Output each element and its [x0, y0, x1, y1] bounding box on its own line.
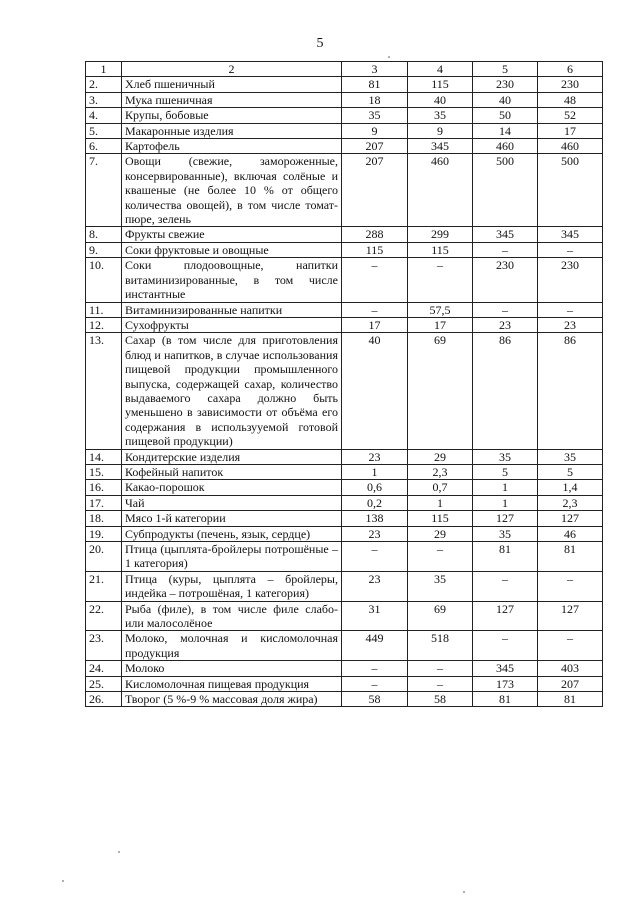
product-name: Птица (куры, цыплята – бройлеры, индейка – потрошёная, 1 категория)	[122, 571, 342, 601]
row-number: 26.	[86, 692, 122, 707]
row-number: 6.	[86, 139, 122, 154]
column-header: 5	[473, 62, 538, 77]
table-row	[86, 333, 603, 449]
norm-value: 40	[342, 333, 408, 449]
row-number: 10.	[86, 258, 122, 302]
product-name: Хлеб пшеничный	[122, 77, 342, 92]
row-number: 21.	[86, 571, 122, 601]
norm-value: –	[342, 542, 408, 572]
norm-value: 500	[538, 154, 603, 227]
column-header: 4	[408, 62, 473, 77]
product-name: Картофель	[122, 139, 342, 154]
norm-value: 18	[342, 92, 408, 107]
norm-value: 403	[538, 661, 603, 676]
row-number: 20.	[86, 542, 122, 572]
norm-value: 58	[342, 692, 408, 707]
norm-value: –	[408, 258, 473, 302]
norm-value: –	[342, 302, 408, 317]
norm-value: 23	[342, 526, 408, 541]
norm-value: 35	[342, 108, 408, 123]
norm-value: 81	[473, 542, 538, 572]
norm-value: 2,3	[538, 495, 603, 510]
table-row	[86, 571, 603, 601]
row-number: 3.	[86, 92, 122, 107]
norm-value: –	[342, 258, 408, 302]
row-number: 15.	[86, 464, 122, 479]
product-name: Сахар (в том числе для приготовления блюд и напитков, в случае использования пищевой продукции промышленного выпуска, содержащей сахар, количество выдаваемого сахара должно быть уменьшено в зависимости от объёма его содержания в использууемой готовой пищевой продукции)	[122, 333, 342, 449]
norm-value: 115	[408, 77, 473, 92]
norm-value: –	[473, 242, 538, 257]
norm-value: 127	[538, 601, 603, 631]
norm-value: 57,5	[408, 302, 473, 317]
row-number: 4.	[86, 108, 122, 123]
norm-value: 5	[473, 464, 538, 479]
row-number: 12.	[86, 317, 122, 332]
norm-value: 127	[473, 601, 538, 631]
norm-value: 81	[538, 692, 603, 707]
norm-value: 345	[473, 661, 538, 676]
norm-value: 29	[408, 526, 473, 541]
norm-value: 40	[408, 92, 473, 107]
product-name: Макаронные изделия	[122, 123, 342, 138]
norm-value: 207	[342, 139, 408, 154]
norm-value: 17	[408, 317, 473, 332]
norm-value: 48	[538, 92, 603, 107]
table-row	[86, 154, 603, 227]
norm-value: 29	[408, 449, 473, 464]
table-row	[86, 242, 603, 257]
norm-value: 115	[408, 242, 473, 257]
product-name: Кисломолочная пищевая продукция	[122, 676, 342, 691]
table-row	[86, 317, 603, 332]
table-row	[86, 601, 603, 631]
norm-value: –	[408, 542, 473, 572]
norm-value: 207	[538, 676, 603, 691]
table-row	[86, 108, 603, 123]
row-number: 19.	[86, 526, 122, 541]
product-name: Соки плодоовощные, напитки витаминизированные, в том числе инстантные	[122, 258, 342, 302]
table-row	[86, 227, 603, 242]
norm-value: 52	[538, 108, 603, 123]
row-number: 25.	[86, 676, 122, 691]
table-row	[86, 77, 603, 92]
norm-value: 9	[408, 123, 473, 138]
norm-value: 127	[538, 511, 603, 526]
table-row	[86, 495, 603, 510]
norm-value: 86	[538, 333, 603, 449]
row-number: 18.	[86, 511, 122, 526]
row-number: 17.	[86, 495, 122, 510]
table-row	[86, 302, 603, 317]
table-row	[86, 258, 603, 302]
norm-value: 518	[408, 631, 473, 661]
table-row	[86, 92, 603, 107]
row-number: 9.	[86, 242, 122, 257]
norm-value: 460	[408, 154, 473, 227]
norm-value: 345	[408, 139, 473, 154]
column-header: 2	[122, 62, 342, 77]
table-row	[86, 511, 603, 526]
product-name: Рыба (филе), в том числе филе слабо- или малосолёное	[122, 601, 342, 631]
norm-value: –	[473, 302, 538, 317]
product-name: Молоко	[122, 661, 342, 676]
norm-value: 1,4	[538, 480, 603, 495]
norm-value: 23	[342, 571, 408, 601]
norm-value: 69	[408, 333, 473, 449]
norm-value: 138	[342, 511, 408, 526]
norm-value: 299	[408, 227, 473, 242]
row-number: 14.	[86, 449, 122, 464]
norm-value: 0,6	[342, 480, 408, 495]
norm-value: –	[538, 302, 603, 317]
product-name: Крупы, бобовые	[122, 108, 342, 123]
norm-value: 14	[473, 123, 538, 138]
norm-value: 17	[538, 123, 603, 138]
norm-value: 1	[342, 464, 408, 479]
norm-value: 460	[473, 139, 538, 154]
norm-value: 345	[538, 227, 603, 242]
product-name: Чай	[122, 495, 342, 510]
table-row	[86, 480, 603, 495]
page-number: 5	[316, 36, 324, 51]
norm-value: 81	[342, 77, 408, 92]
product-name: Кофейный напиток	[122, 464, 342, 479]
norm-value: 2,3	[408, 464, 473, 479]
table-row	[86, 139, 603, 154]
table-row	[86, 692, 603, 707]
norm-value: 173	[473, 676, 538, 691]
norm-value: 449	[342, 631, 408, 661]
norm-value: 115	[408, 511, 473, 526]
row-number: 22.	[86, 601, 122, 631]
product-name: Витаминизированные напитки	[122, 302, 342, 317]
norm-value: 9	[342, 123, 408, 138]
norm-value: 230	[473, 77, 538, 92]
norm-value: 460	[538, 139, 603, 154]
product-name: Субпродукты (печень, язык, сердце)	[122, 526, 342, 541]
norm-value: 23	[342, 449, 408, 464]
norm-value: 0,7	[408, 480, 473, 495]
column-header: 6	[538, 62, 603, 77]
norm-value: 230	[473, 258, 538, 302]
norm-value: –	[473, 571, 538, 601]
row-number: 7.	[86, 154, 122, 227]
norm-value: 23	[538, 317, 603, 332]
norm-value: 207	[342, 154, 408, 227]
table-row	[86, 631, 603, 661]
norm-value: 35	[538, 449, 603, 464]
norm-value: 81	[473, 692, 538, 707]
norm-value: –	[538, 242, 603, 257]
norm-value: –	[408, 676, 473, 691]
norm-value: 17	[342, 317, 408, 332]
table-row	[86, 449, 603, 464]
table-header-row	[86, 62, 603, 77]
product-name: Фрукты свежие	[122, 227, 342, 242]
column-header: 3	[342, 62, 408, 77]
norm-value: –	[408, 661, 473, 676]
norm-value: –	[342, 661, 408, 676]
norm-value: 230	[538, 258, 603, 302]
product-name: Овощи (свежие, замороженные, консервированные), включая солёные и квашеные (не более 10 % от общего количества овощей), в том числе томат-пюре, зелень	[122, 154, 342, 227]
norm-value: 58	[408, 692, 473, 707]
product-name: Сухофрукты	[122, 317, 342, 332]
product-name: Птица (цыплята-бройлеры потрошёные – 1 категория)	[122, 542, 342, 572]
product-name: Мука пшеничная	[122, 92, 342, 107]
table-row	[86, 123, 603, 138]
norm-value: 35	[408, 108, 473, 123]
row-number: 5.	[86, 123, 122, 138]
norm-value: 35	[473, 526, 538, 541]
row-number: 13.	[86, 333, 122, 449]
table-row	[86, 542, 603, 572]
norm-value: 31	[342, 601, 408, 631]
row-number: 8.	[86, 227, 122, 242]
product-name: Кондитерские изделия	[122, 449, 342, 464]
table-row	[86, 464, 603, 479]
table-row	[86, 676, 603, 691]
norm-value: 5	[538, 464, 603, 479]
norm-value: 81	[538, 542, 603, 572]
norm-value: 1	[473, 495, 538, 510]
row-number: 2.	[86, 77, 122, 92]
norm-value: 23	[473, 317, 538, 332]
row-number: 24.	[86, 661, 122, 676]
column-header: 1	[86, 62, 122, 77]
product-name: Творог (5 %-9 % массовая доля жира)	[122, 692, 342, 707]
norm-value: 345	[473, 227, 538, 242]
row-number: 23.	[86, 631, 122, 661]
norm-value: –	[473, 631, 538, 661]
norm-value: 1	[408, 495, 473, 510]
norm-value: –	[342, 676, 408, 691]
product-name: Какао-порошок	[122, 480, 342, 495]
product-name: Соки фруктовые и овощные	[122, 242, 342, 257]
row-number: 11.	[86, 302, 122, 317]
norm-value: 500	[473, 154, 538, 227]
norm-value: 127	[473, 511, 538, 526]
norm-value: 1	[473, 480, 538, 495]
norm-value: 46	[538, 526, 603, 541]
norm-value: 86	[473, 333, 538, 449]
norm-value: 40	[473, 92, 538, 107]
norm-value: 288	[342, 227, 408, 242]
norm-value: –	[538, 631, 603, 661]
table-row	[86, 661, 603, 676]
product-name: Молоко, молочная и кисломолочная продукция	[122, 631, 342, 661]
norm-value: 50	[473, 108, 538, 123]
norm-value: 0,2	[342, 495, 408, 510]
food-norms-table	[85, 61, 603, 707]
norm-value: 115	[342, 242, 408, 257]
norm-value: 35	[473, 449, 538, 464]
norm-value: 230	[538, 77, 603, 92]
norm-value: –	[538, 571, 603, 601]
row-number: 16.	[86, 480, 122, 495]
product-name: Мясо 1-й категории	[122, 511, 342, 526]
norm-value: 69	[408, 601, 473, 631]
table-row	[86, 526, 603, 541]
norm-value: 35	[408, 571, 473, 601]
